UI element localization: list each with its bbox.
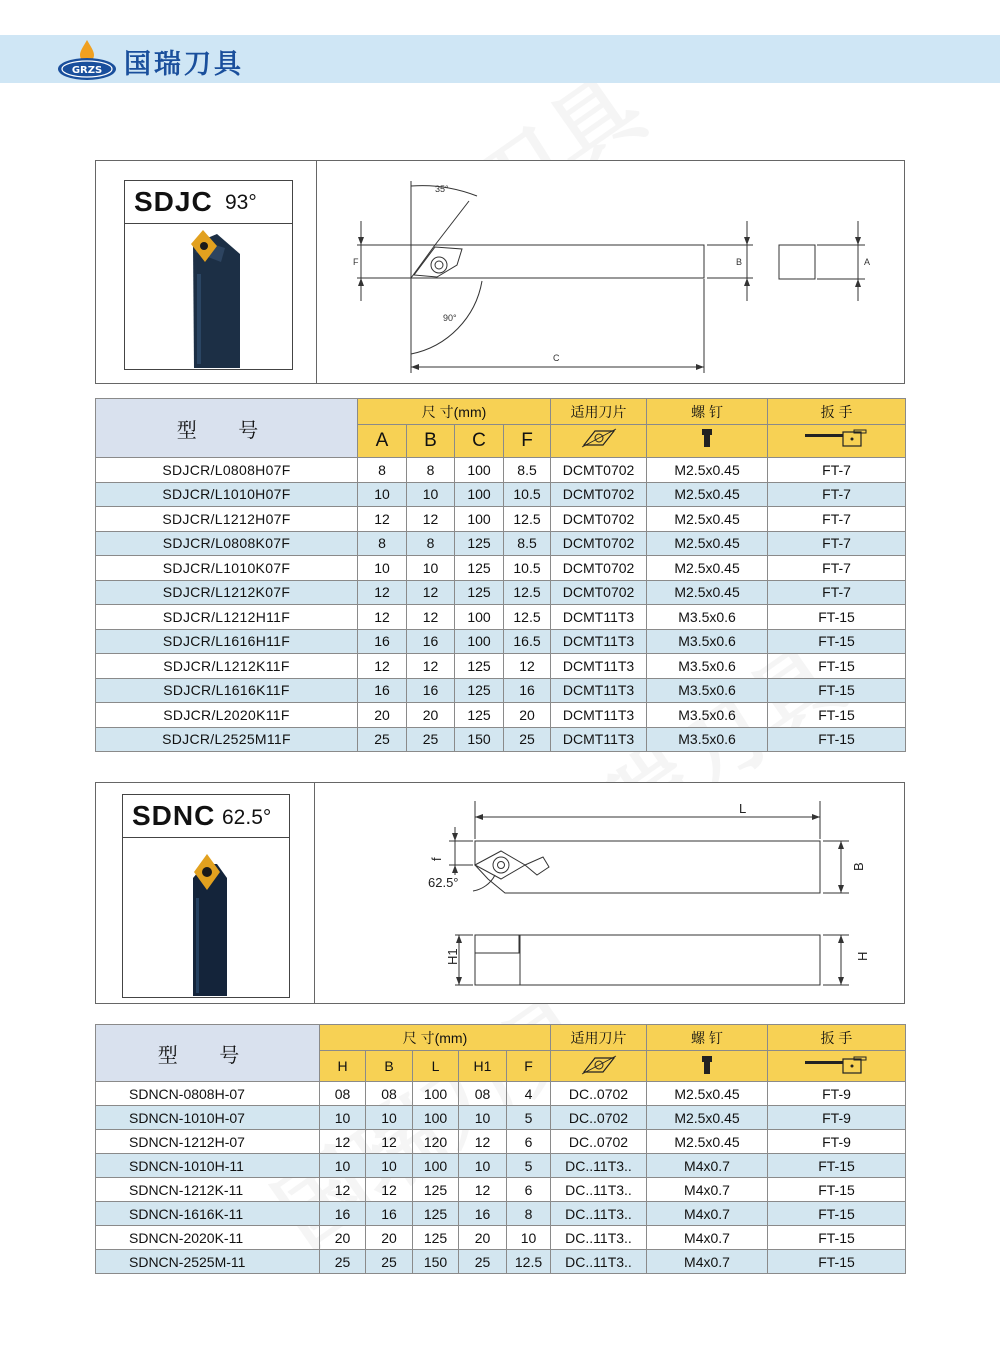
product-name: SDNC: [132, 800, 216, 831]
cell-model: SDJCR/L1212K11F: [96, 654, 358, 679]
cell-insert: DCMT11T3: [551, 654, 647, 679]
cell-model: SDNCN-1212H-07: [96, 1130, 320, 1154]
table-row: [96, 580, 906, 605]
cell-insert: DCMT0702: [551, 531, 647, 556]
cell-insert: DC..11T3..: [551, 1178, 647, 1202]
cell-b: 12: [407, 654, 455, 679]
sdjc-technical-drawing: [317, 161, 905, 383]
cell-b: 25: [366, 1250, 413, 1274]
cell-screw: M3.5x0.6: [647, 678, 768, 703]
cell-screw: M2.5x0.45: [647, 556, 768, 581]
cell-wrench: FT-15: [768, 678, 906, 703]
svg-text:GRZS: GRZS: [71, 65, 103, 76]
rhombus-insert-icon: [581, 1055, 617, 1075]
dim-b-label: B: [851, 862, 866, 871]
cell-f: 12.5: [504, 605, 551, 630]
cell-wrench: FT-7: [768, 482, 906, 507]
col-f-header: F: [507, 1051, 551, 1082]
cell-f: 8.5: [504, 458, 551, 483]
cell-a: 20: [358, 703, 407, 728]
cell-screw: M2.5x0.45: [647, 531, 768, 556]
table-row: [96, 556, 906, 581]
cell-c: 100: [455, 629, 504, 654]
cell-b: 10: [407, 556, 455, 581]
cell-wrench: FT-7: [768, 458, 906, 483]
cell-h1: 10: [459, 1106, 507, 1130]
cell-wrench: FT-15: [768, 629, 906, 654]
cell-model: SDJCR/L0808H07F: [96, 458, 358, 483]
cell-c: 100: [455, 482, 504, 507]
insert-header: 适用刀片: [551, 1025, 647, 1051]
cell-model: SDJCR/L2020K11F: [96, 703, 358, 728]
product-angle: 93°: [225, 191, 257, 214]
cell-screw: M4x0.7: [647, 1202, 768, 1226]
sdnc-tool-photo: [123, 838, 289, 998]
wrench-icon-cell: [768, 425, 906, 458]
cell-h: 16: [320, 1202, 366, 1226]
table-row: [96, 727, 906, 752]
cell-b: 10: [366, 1106, 413, 1130]
cell-screw: M2.5x0.45: [647, 580, 768, 605]
cell-h: 08: [320, 1082, 366, 1106]
cell-b: 25: [407, 727, 455, 752]
cell-h: 12: [320, 1130, 366, 1154]
cell-screw: M2.5x0.45: [647, 507, 768, 532]
cell-f: 8: [507, 1202, 551, 1226]
cell-a: 10: [358, 482, 407, 507]
cell-wrench: FT-15: [768, 727, 906, 752]
cell-model: SDJCR/L0808K07F: [96, 531, 358, 556]
dim-f-label: F: [353, 257, 359, 267]
cell-b: 10: [407, 482, 455, 507]
col-f-header: F: [504, 425, 551, 458]
table-row: [96, 1130, 906, 1154]
cell-b: 12: [407, 580, 455, 605]
screw-header: 螺 钉: [647, 399, 768, 425]
cell-model: SDNCN-2020K-11: [96, 1226, 320, 1250]
cell-h1: 12: [459, 1178, 507, 1202]
cell-insert: DCMT11T3: [551, 703, 647, 728]
cell-f: 4: [507, 1082, 551, 1106]
cell-h1: 25: [459, 1250, 507, 1274]
product-angle: 62.5°: [222, 806, 272, 829]
cell-wrench: FT-9: [768, 1130, 906, 1154]
cell-model: SDJCR/L1616H11F: [96, 629, 358, 654]
cell-f: 12: [504, 654, 551, 679]
col-b-header: B: [366, 1051, 413, 1082]
cell-screw: M3.5x0.6: [647, 703, 768, 728]
cell-b: 12: [407, 507, 455, 532]
table-row: [96, 1250, 906, 1274]
cell-wrench: FT-15: [768, 1250, 906, 1274]
rhombus-insert-icon: [581, 428, 617, 448]
table-row: [96, 1082, 906, 1106]
cell-f: 6: [507, 1130, 551, 1154]
cell-model: SDJCR/L1212K07F: [96, 580, 358, 605]
cell-insert: DC..0702: [551, 1106, 647, 1130]
cell-l: 125: [413, 1202, 459, 1226]
cell-h1: 12: [459, 1130, 507, 1154]
table-row: [96, 1178, 906, 1202]
cell-c: 125: [455, 703, 504, 728]
cell-wrench: FT-15: [768, 605, 906, 630]
cell-f: 16: [504, 678, 551, 703]
cell-screw: M2.5x0.45: [647, 482, 768, 507]
sdnc-drawing-panel: [95, 782, 905, 1004]
cell-screw: M3.5x0.6: [647, 654, 768, 679]
cell-insert: DC..11T3..: [551, 1226, 647, 1250]
insert-header: 适用刀片: [551, 399, 647, 425]
cell-c: 100: [455, 605, 504, 630]
cell-wrench: FT-7: [768, 531, 906, 556]
cell-h1: 16: [459, 1202, 507, 1226]
cell-model: SDJCR/L1010H07F: [96, 482, 358, 507]
cell-l: 150: [413, 1250, 459, 1274]
cell-f: 8.5: [504, 531, 551, 556]
cell-f: 6: [507, 1178, 551, 1202]
cell-model: SDNCN-1010H-11: [96, 1154, 320, 1178]
sdnc-technical-drawing: [315, 783, 905, 1003]
cell-a: 16: [358, 678, 407, 703]
angle-90-label: 90°: [443, 313, 457, 323]
dim-c-label: C: [553, 353, 560, 363]
cell-screw: M4x0.7: [647, 1250, 768, 1274]
screw-icon-cell: [647, 425, 768, 458]
cell-b: 16: [366, 1202, 413, 1226]
brand-name: 国瑞刀具: [124, 49, 244, 80]
cell-screw: M4x0.7: [647, 1226, 768, 1250]
cell-wrench: FT-15: [768, 1178, 906, 1202]
cell-screw: M3.5x0.6: [647, 727, 768, 752]
col-a-header: A: [358, 425, 407, 458]
cell-b: 20: [407, 703, 455, 728]
cell-f: 12.5: [504, 507, 551, 532]
cell-c: 125: [455, 556, 504, 581]
cell-b: 8: [407, 531, 455, 556]
cell-model: SDJCR/L1010K07F: [96, 556, 358, 581]
table-row: [96, 482, 906, 507]
cell-f: 12.5: [504, 580, 551, 605]
cell-f: 10.5: [504, 482, 551, 507]
cell-model: SDJCR/L1212H07F: [96, 507, 358, 532]
dim-f-label: f: [429, 857, 444, 861]
dim-b-label: B: [736, 257, 743, 267]
cell-f: 20: [504, 703, 551, 728]
wrench-icon: [804, 1056, 870, 1074]
cell-insert: DC..11T3..: [551, 1154, 647, 1178]
table-row: [96, 1106, 906, 1130]
cell-insert: DCMT0702: [551, 507, 647, 532]
cell-model: SDJCR/L1616K11F: [96, 678, 358, 703]
cell-a: 12: [358, 507, 407, 532]
cell-insert: DCMT11T3: [551, 629, 647, 654]
col-b-header: B: [407, 425, 455, 458]
cell-wrench: FT-7: [768, 556, 906, 581]
cell-b: 12: [366, 1130, 413, 1154]
cell-wrench: FT-15: [768, 1202, 906, 1226]
cell-f: 25: [504, 727, 551, 752]
cell-c: 125: [455, 654, 504, 679]
cell-c: 125: [455, 531, 504, 556]
cell-b: 08: [366, 1082, 413, 1106]
cell-b: 10: [366, 1154, 413, 1178]
cell-a: 12: [358, 605, 407, 630]
table-row: [96, 1202, 906, 1226]
cell-insert: DCMT11T3: [551, 727, 647, 752]
sdjc-drawing-panel: [95, 160, 905, 384]
cell-l: 120: [413, 1130, 459, 1154]
table-row: [96, 531, 906, 556]
cell-screw: M2.5x0.45: [647, 458, 768, 483]
cell-screw: M4x0.7: [647, 1178, 768, 1202]
col-l-header: L: [413, 1051, 459, 1082]
cell-screw: M2.5x0.45: [647, 1082, 768, 1106]
cell-insert: DCMT0702: [551, 556, 647, 581]
cell-h: 10: [320, 1106, 366, 1130]
model-header: 型 号: [96, 399, 358, 458]
cell-c: 125: [455, 678, 504, 703]
table-row: [96, 1154, 906, 1178]
cell-a: 8: [358, 458, 407, 483]
wrench-icon: [804, 429, 870, 447]
cell-c: 150: [455, 727, 504, 752]
insert-icon-cell: [551, 425, 647, 458]
sdjc-product-box: [124, 180, 293, 370]
cell-model: SDNCN-2525M-11: [96, 1250, 320, 1274]
dimension-header: 尺 寸(mm): [320, 1025, 551, 1051]
table-row: [96, 507, 906, 532]
cell-f: 5: [507, 1154, 551, 1178]
cell-h: 12: [320, 1178, 366, 1202]
table-row: [96, 458, 906, 483]
screw-header: 螺 钉: [647, 1025, 768, 1051]
cell-insert: DCMT11T3: [551, 605, 647, 630]
cell-h1: 08: [459, 1082, 507, 1106]
cell-f: 12.5: [507, 1250, 551, 1274]
cell-model: SDNCN-1212K-11: [96, 1178, 320, 1202]
cell-model: SDNCN-0808H-07: [96, 1082, 320, 1106]
cell-insert: DCMT11T3: [551, 678, 647, 703]
table-row: [96, 605, 906, 630]
cell-c: 100: [455, 458, 504, 483]
cell-h1: 10: [459, 1154, 507, 1178]
cell-b: 20: [366, 1226, 413, 1250]
cell-b: 16: [407, 629, 455, 654]
dim-a-label: A: [864, 257, 871, 267]
cell-h1: 20: [459, 1226, 507, 1250]
dimension-header: 尺 寸(mm): [358, 399, 551, 425]
cell-b: 12: [366, 1178, 413, 1202]
cell-model: SDNCN-1616K-11: [96, 1202, 320, 1226]
dim-l-label: L: [739, 801, 747, 816]
cell-l: 100: [413, 1154, 459, 1178]
insert-icon-cell: [551, 1051, 647, 1082]
cell-wrench: FT-15: [768, 703, 906, 728]
cell-wrench: FT-7: [768, 580, 906, 605]
cell-screw: M2.5x0.45: [647, 1106, 768, 1130]
screw-icon: [701, 1055, 713, 1075]
cell-b: 12: [407, 605, 455, 630]
wrench-icon-cell: [768, 1051, 906, 1082]
cell-insert: DC..11T3..: [551, 1250, 647, 1274]
cell-l: 100: [413, 1082, 459, 1106]
cell-insert: DCMT0702: [551, 580, 647, 605]
cell-b: 16: [407, 678, 455, 703]
sdnc-spec-table: [95, 1024, 906, 1274]
dim-h1-label: H1: [445, 948, 460, 965]
screw-icon: [701, 428, 713, 448]
wrench-header: 扳 手: [768, 399, 906, 425]
cell-screw: M3.5x0.6: [647, 605, 768, 630]
model-header: 型 号: [96, 1025, 320, 1082]
cell-a: 12: [358, 580, 407, 605]
cell-c: 100: [455, 507, 504, 532]
cell-screw: M2.5x0.45: [647, 1130, 768, 1154]
cell-insert: DCMT0702: [551, 482, 647, 507]
cell-wrench: FT-15: [768, 1226, 906, 1250]
cell-model: SDJCR/L2525M11F: [96, 727, 358, 752]
dim-h-label: H: [855, 951, 870, 961]
cell-a: 8: [358, 531, 407, 556]
cell-f: 5: [507, 1106, 551, 1130]
cell-a: 25: [358, 727, 407, 752]
cell-screw: M3.5x0.6: [647, 629, 768, 654]
cell-wrench: FT-9: [768, 1106, 906, 1130]
sdnc-product-box: [122, 794, 290, 998]
cell-h: 20: [320, 1226, 366, 1250]
cell-insert: DC..11T3..: [551, 1202, 647, 1226]
cell-insert: DCMT0702: [551, 458, 647, 483]
cell-a: 16: [358, 629, 407, 654]
angle-62-label: 62.5°: [428, 875, 459, 890]
col-c-header: C: [455, 425, 504, 458]
sdjc-tool-photo: [125, 224, 292, 370]
cell-c: 125: [455, 580, 504, 605]
cell-f: 10.5: [504, 556, 551, 581]
cell-f: 16.5: [504, 629, 551, 654]
cell-l: 125: [413, 1178, 459, 1202]
sdjc-spec-table: [95, 398, 906, 752]
cell-model: SDNCN-1010H-07: [96, 1106, 320, 1130]
cell-h: 10: [320, 1154, 366, 1178]
table-row: [96, 654, 906, 679]
cell-wrench: FT-7: [768, 507, 906, 532]
cell-screw: M4x0.7: [647, 1154, 768, 1178]
table-row: [96, 678, 906, 703]
cell-b: 8: [407, 458, 455, 483]
cell-wrench: FT-9: [768, 1082, 906, 1106]
logo-icon: [56, 38, 118, 82]
cell-l: 100: [413, 1106, 459, 1130]
cell-h: 25: [320, 1250, 366, 1274]
table-row: [96, 629, 906, 654]
cell-a: 10: [358, 556, 407, 581]
cell-insert: DC..0702: [551, 1130, 647, 1154]
cell-a: 12: [358, 654, 407, 679]
cell-insert: DC..0702: [551, 1082, 647, 1106]
product-name: SDJC: [134, 186, 213, 217]
col-h1-header: H1: [459, 1051, 507, 1082]
cell-model: SDJCR/L1212H11F: [96, 605, 358, 630]
cell-wrench: FT-15: [768, 1154, 906, 1178]
cell-wrench: FT-15: [768, 654, 906, 679]
table-row: [96, 1226, 906, 1250]
angle-35-label: 35°: [435, 184, 449, 194]
cell-l: 125: [413, 1226, 459, 1250]
col-h-header: H: [320, 1051, 366, 1082]
wrench-header: 扳 手: [768, 1025, 906, 1051]
table-row: [96, 703, 906, 728]
screw-icon-cell: [647, 1051, 768, 1082]
cell-f: 10: [507, 1226, 551, 1250]
